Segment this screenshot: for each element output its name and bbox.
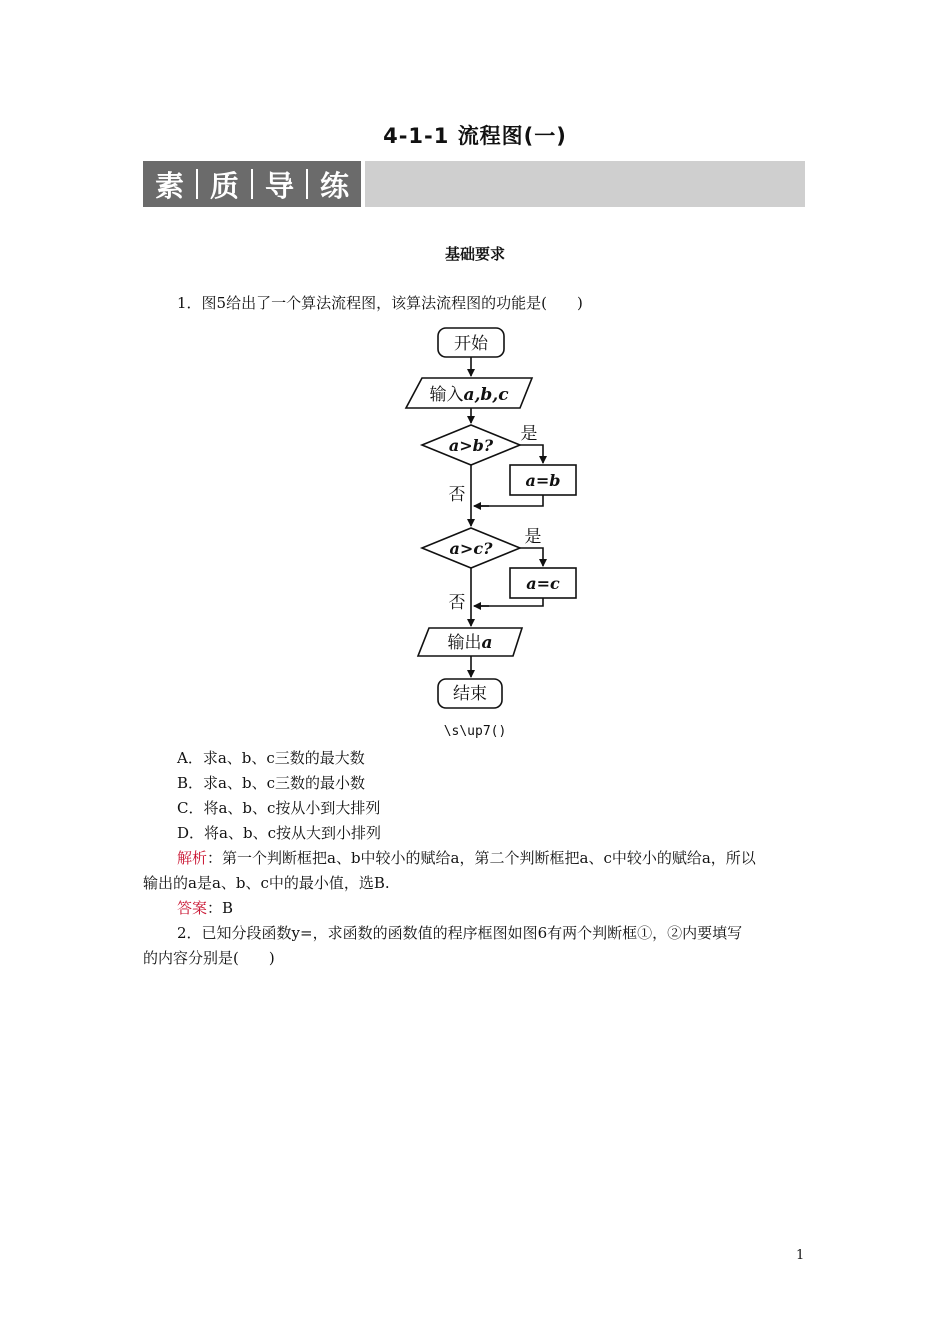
- answer-text: ：B: [207, 899, 234, 917]
- banner-char: 导: [265, 168, 295, 203]
- analysis-line-2: 输出的a是a、b、c中的最小值，选B.: [143, 874, 390, 892]
- assign-2-label: a=c: [526, 574, 560, 593]
- answer-label: 答案: [177, 899, 208, 917]
- flowchart: [400, 322, 600, 714]
- banner-bar: [365, 161, 805, 207]
- input-vars: a,b,c: [463, 385, 509, 405]
- start-label: 开始: [454, 334, 488, 354]
- figure-caption: \s\up7(): [443, 724, 507, 739]
- no-label: 否: [448, 593, 466, 613]
- decision-2-label: a>c?: [449, 539, 493, 558]
- output-label: 输出: [447, 633, 482, 653]
- option-d: D．将a、b、c按从大到小排列: [177, 824, 381, 842]
- no-label: 否: [448, 485, 466, 505]
- option-b: B．求a、b、c三数的最小数: [177, 774, 365, 792]
- banner-char: 素: [155, 168, 185, 203]
- end-label: 结束: [453, 684, 487, 704]
- svg-text:输入a,b,c: [429, 385, 509, 405]
- answer-line: [177, 896, 233, 921]
- option-c: C．将a、b、c按从小到大排列: [177, 799, 381, 817]
- section-banner: [143, 161, 805, 207]
- banner-label: [143, 161, 361, 207]
- svg-text:输出a: [447, 633, 492, 653]
- analysis-line-1: [177, 846, 756, 871]
- option-a: A．求a、b、c三数的最大数: [177, 749, 365, 767]
- banner-char: 质: [210, 168, 240, 203]
- analysis-text: ：第一个判断框把a、b中较小的赋给a，第二个判断框把a、c中较小的赋给a，所以: [207, 849, 756, 867]
- question-1-stem: 1．图5给出了一个算法流程图，该算法流程图的功能是( ): [177, 294, 583, 312]
- analysis-label: 解析: [177, 849, 208, 867]
- section-heading: 基础要求: [444, 245, 505, 263]
- assign-1-label: a=b: [525, 471, 561, 490]
- document-title: 4-1-1 流程图(一): [383, 124, 567, 148]
- page-number: 1: [796, 1248, 805, 1263]
- question-2-line-2: 的内容分别是( ): [143, 949, 275, 967]
- output-var: a: [481, 633, 493, 653]
- input-label: 输入: [429, 385, 464, 405]
- yes-label: 是: [524, 527, 542, 547]
- question-2-line-1: 2．已知分段函数y=，求函数的函数值的程序框图如图6有两个判断框①，②内要填写: [177, 924, 743, 942]
- banner-char: 练: [320, 168, 350, 203]
- decision-1-label: a>b?: [448, 436, 494, 455]
- yes-label: 是: [520, 424, 538, 444]
